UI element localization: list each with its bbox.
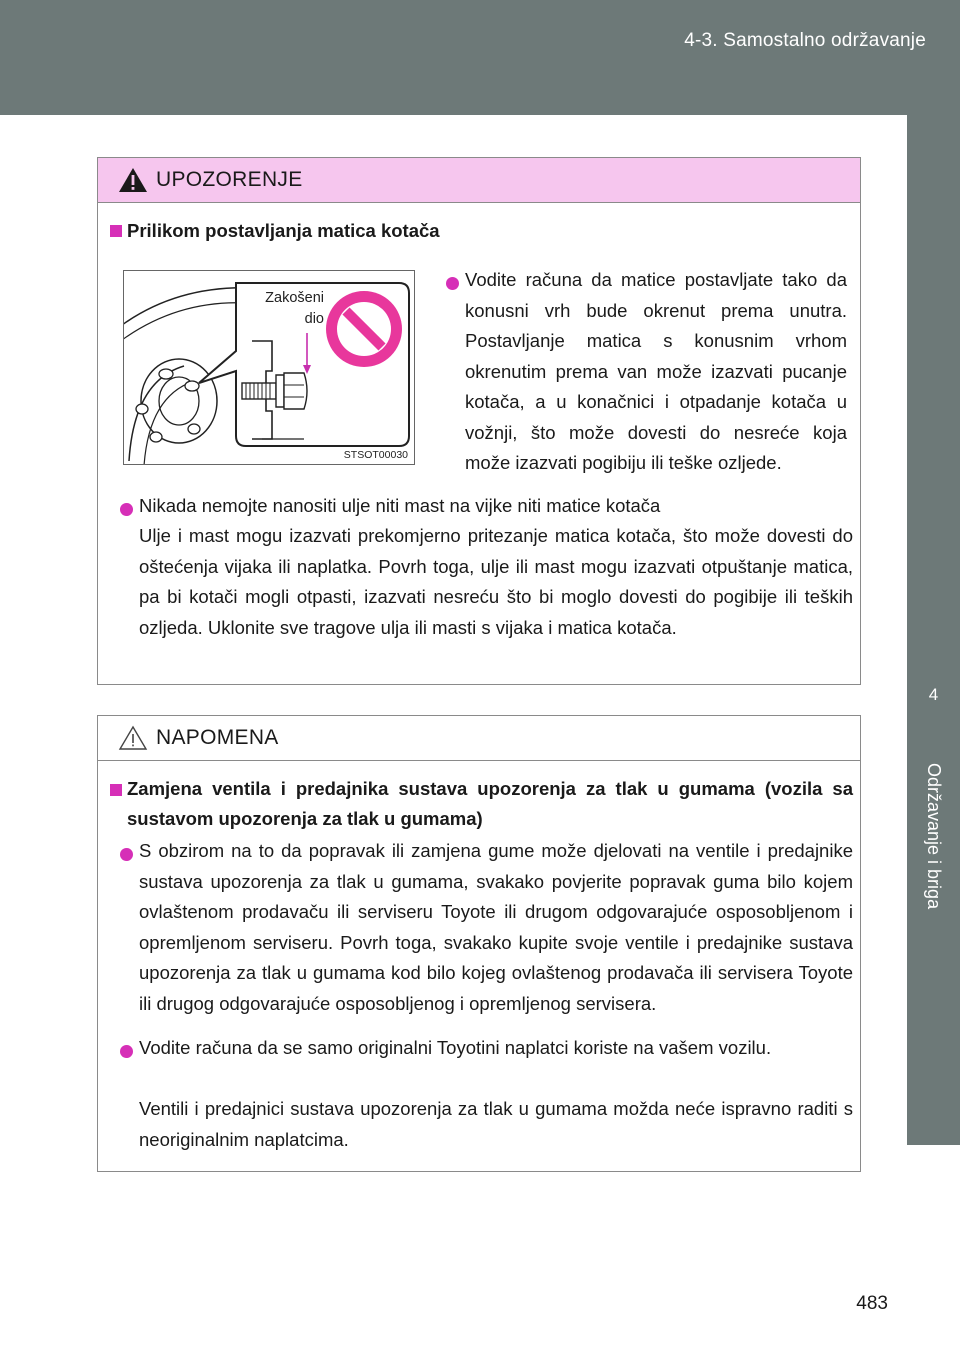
note-bullet2-title: Vodite računa da se samo originalni Toyotini naplatci koriste na vašem vozilu.	[139, 1037, 772, 1058]
note-bullet2-text: Ventili i predajnici sustava upozorenja za tlak u gumama možda neće ispravno raditi s neoriginalnim naplatcima.	[139, 1098, 853, 1150]
bullet-dot-icon	[120, 503, 133, 516]
note-header	[98, 716, 860, 761]
top-band	[0, 0, 960, 115]
note-title: NAPOMENA	[156, 726, 279, 749]
side-chapter-tab	[907, 745, 960, 1145]
note-bullet1: S obzirom na to da popravak ili zamjena gume može djelovati na ventile i predajnike sustava upozorenja za tlak u gumama, svakako povjerite popravak guma bilo kojem ovlaštenom prodavaču ili serviseru Toyote ili drugom odgovarajuće osposobljenom i opremljenom serviseru. Povrh toga, svakako kupite svoje ventile i predajnike sustava upozorenja za tlak u gumama kod bilo kojeg ovlaštenog prodavača ili servisera Toyote ili drugog odgovarajuće osposobljenog i opremljenog servisera.	[139, 840, 853, 1014]
warning-bullet2-title: Nikada nemojte nanositi ulje niti mast na vijke niti matice kotača	[139, 495, 661, 516]
bullet-dot-icon	[446, 277, 459, 290]
warning-bullet1: Vodite računa da matice postavljate tako da konusni vrh bude okrenut prema unutra. Postavljanje matica s konusnim vrhom okrenutim prema van može izazvati pucanje kotača, a u konačnici i otpadanje kotača u vožnji, što može dovesti do nesreće koja može izazvati pogibiju ili teške ozljede.	[465, 269, 847, 473]
figure-label-line1: Zakošeni	[265, 290, 324, 306]
warning-triangle-icon	[118, 167, 148, 193]
chapter-number: 4	[928, 685, 939, 704]
note-heading: Zamjena ventila i predajnika sustava upozorenja za tlak u gumama (vozila sa sustavom upozorenja za tlak u gumama)	[127, 778, 853, 829]
heading-square-icon	[110, 225, 122, 237]
figure-code: STSOT00030	[343, 449, 408, 461]
warning-title: UPOZORENJE	[156, 168, 303, 191]
heading-square-icon	[110, 784, 122, 796]
warning-header	[98, 158, 860, 203]
page-number: 483	[856, 1293, 888, 1314]
warning-bullet2-text: Ulje i mast mogu izazvati prekomjerno pritezanje matica kotača, što može dovesti do oštećenja vijaka ili naplatka. Povrh toga, ulje ili mast mogu izazvati otpuštanje matica, pa bi kotači mogli otpasti, izazvati nesreću što bi moglo dovesti do pogibije ili teških ozljeda. Uklonite sve tragove ulja ili masti s vijaka i matica kotača.	[139, 525, 853, 638]
side-tab	[907, 115, 960, 745]
caution-triangle-outline-icon	[118, 725, 148, 751]
warning-box	[97, 157, 861, 685]
bullet-dot-icon	[120, 1045, 133, 1058]
warning-heading: Prilikom postavljanja matica kotača	[127, 220, 440, 241]
figure-label-line2: dio	[304, 311, 324, 327]
section-title: 4-3. Samostalno održavanje	[684, 30, 926, 51]
chapter-title: Održavanje i briga	[924, 763, 944, 910]
bullet-dot-icon	[120, 848, 133, 861]
note-box	[97, 715, 861, 1172]
wheel-nut-figure	[123, 270, 415, 465]
